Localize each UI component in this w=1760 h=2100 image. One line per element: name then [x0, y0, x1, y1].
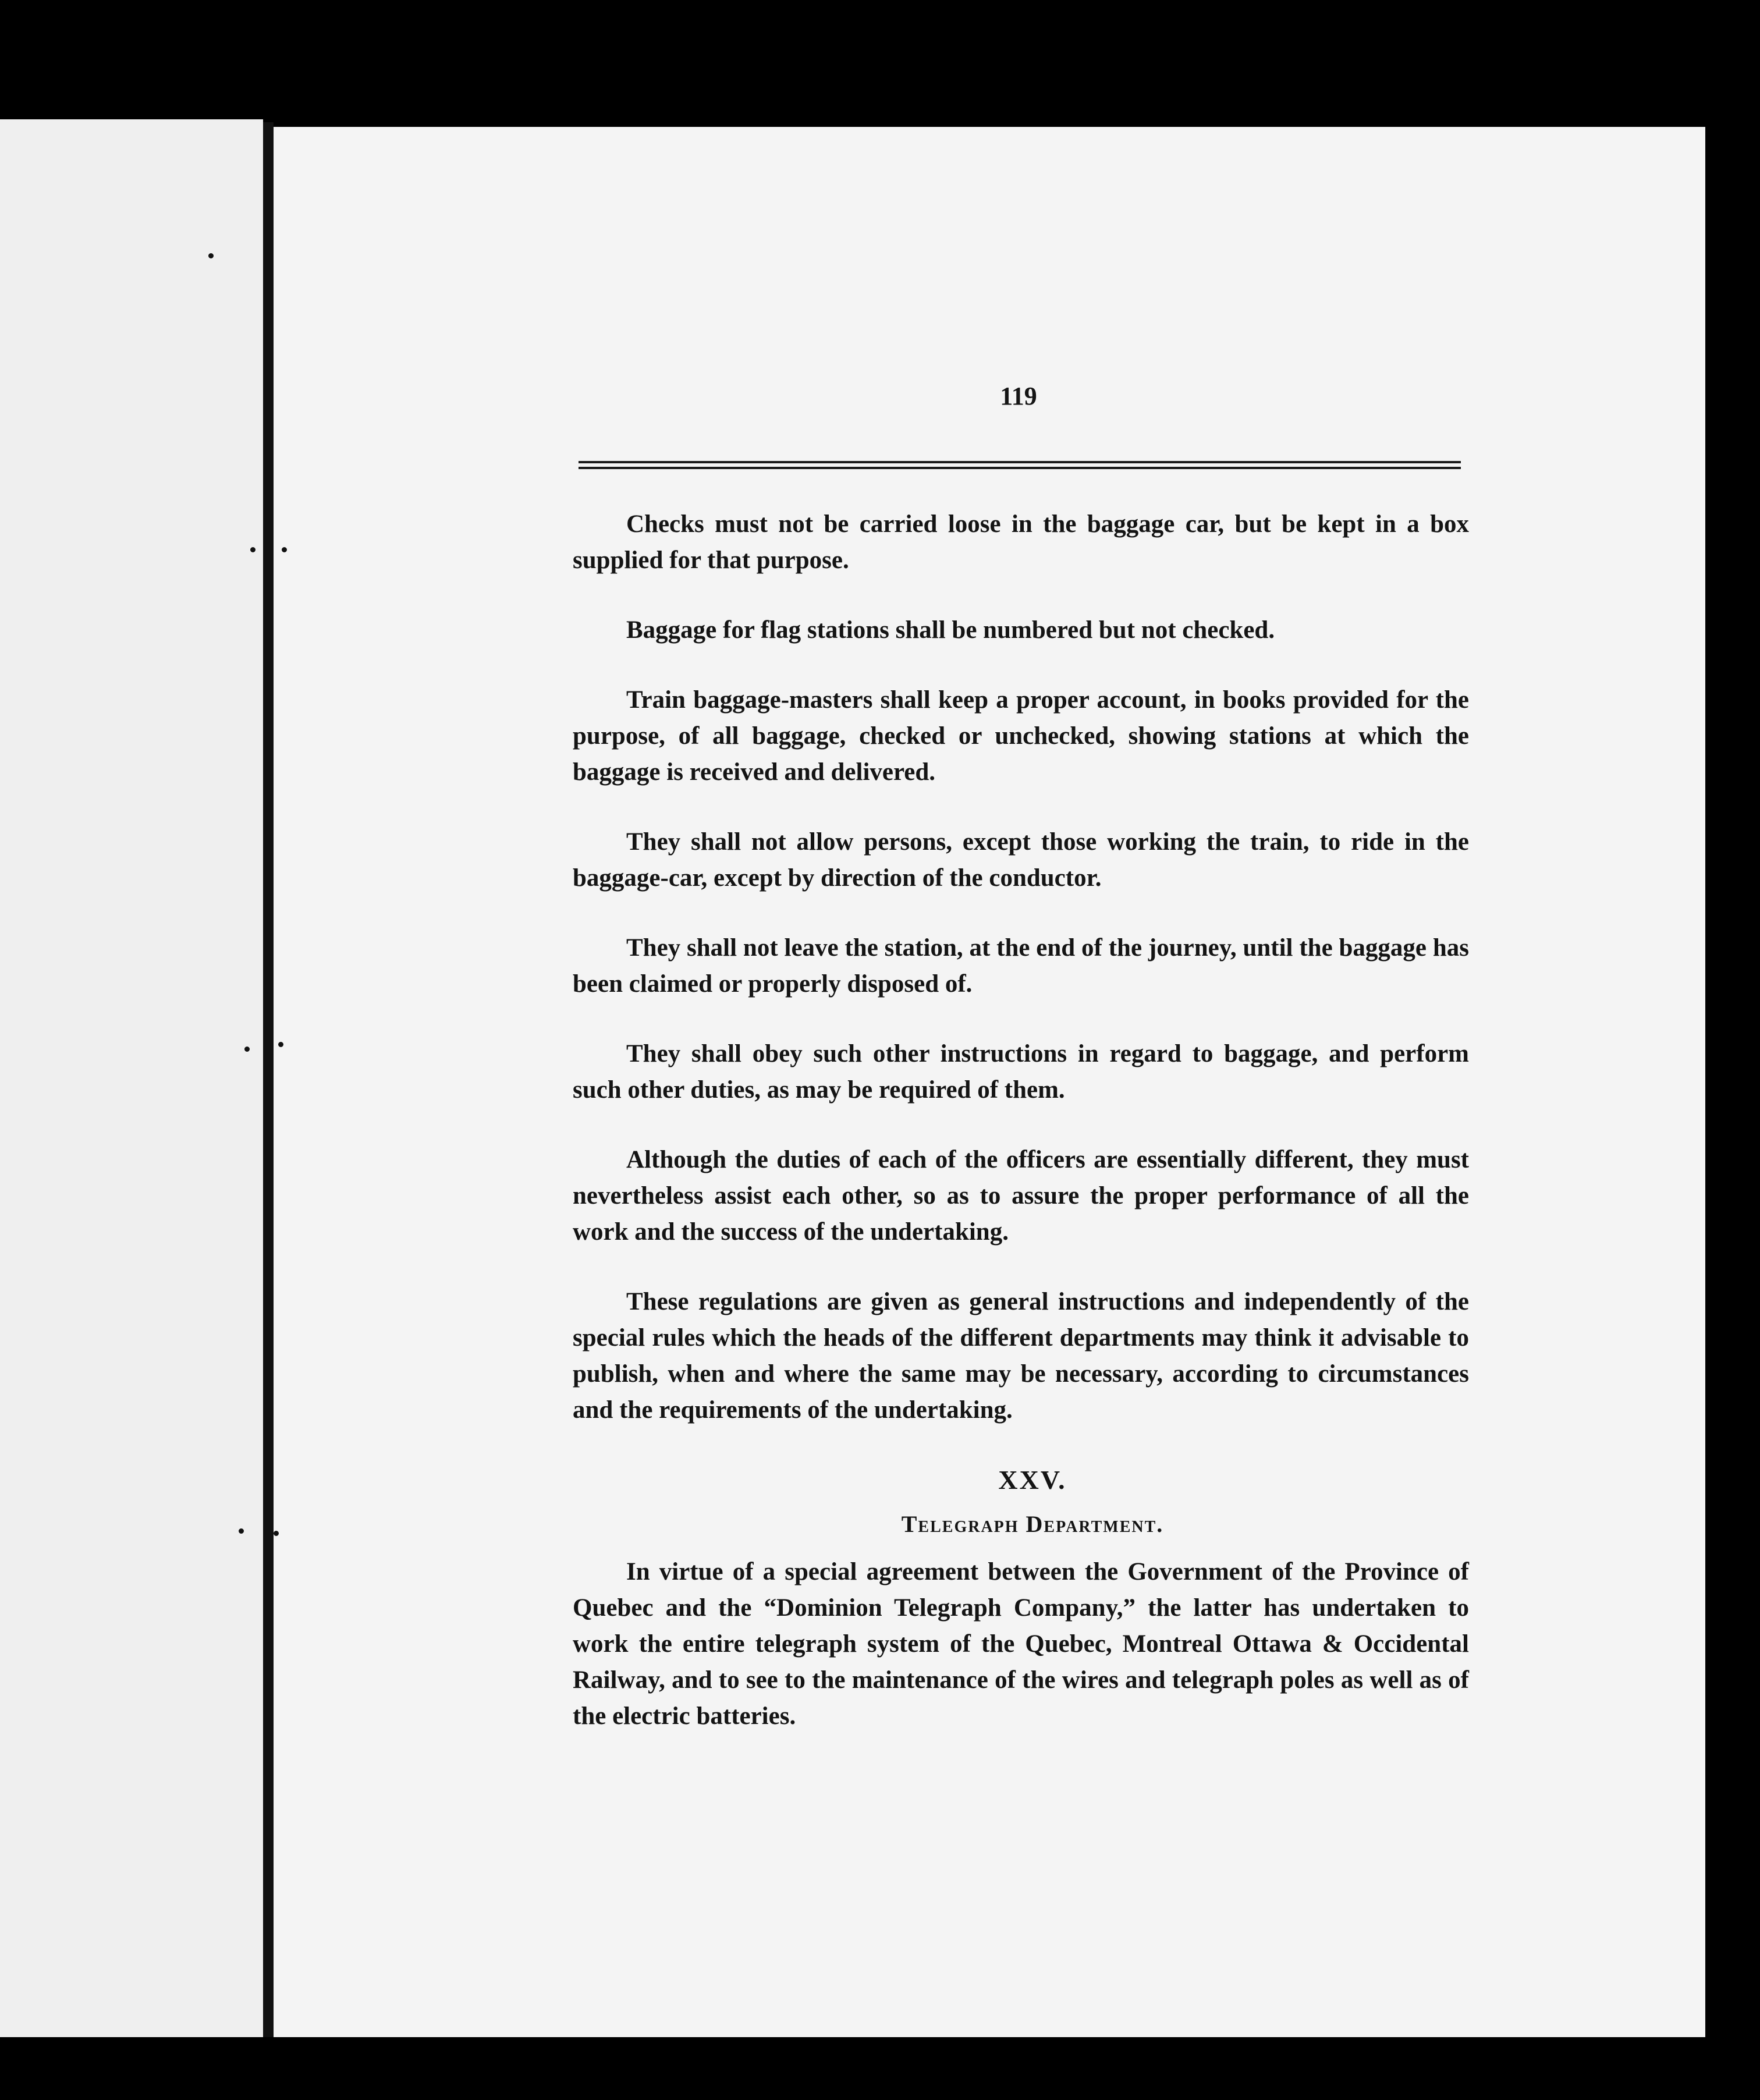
page-number: 119 [1000, 382, 1037, 410]
paragraph: They shall not allow persons, except those working the train, to ride in the baggage-car, except by direction of the conductor. [573, 828, 1469, 892]
rule-line-bottom [579, 467, 1461, 469]
book-gutter [263, 122, 274, 2055]
paragraph: Checks must not be carried loose in the baggage car, but be kept in a box supplied for that purpose. [573, 510, 1469, 574]
paragraph: Baggage for flag stations shall be numbered but not checked. [626, 616, 1275, 644]
bottom-shadow [0, 2037, 1760, 2100]
left-page-edge [0, 119, 263, 2040]
scan-speck [208, 253, 214, 258]
paragraph: They shall not leave the station, at the end of the journey, until the baggage has been claimed or properly disposed of. [573, 934, 1469, 998]
rule-line-top [579, 461, 1461, 463]
paragraph: These regulations are given as general instructions and independently of the special rules which the heads of the different departments may think it advisable to publish, when and where the same may be necessary, according to circumstances and the requirements of the undertaking. [573, 1288, 1469, 1424]
scan-speck [250, 547, 256, 552]
section-paragraph: In virtue of a special agreement between the Government of the Province of Quebec and the “Dominion Telegraph Company,” the latter has undertaken to work the entire telegraph system of the Quebec, Montreal Ottawa & Occidental Railway, and to see to the maintenance of the wires and telegraph poles as well as of the electric batteries. [573, 1558, 1469, 1730]
scan-speck [278, 1042, 283, 1047]
scan-speck [244, 1047, 250, 1052]
scan-speck [239, 1528, 244, 1534]
header-double-rule [579, 461, 1461, 471]
paragraph: Although the duties of each of the officers are essentially different, they must nevertheless assist each other, so as to assure the proper performance of all the work and the success of the undertaking. [573, 1146, 1469, 1246]
scan-speck [274, 1531, 279, 1536]
right-page-shadow [1705, 140, 1760, 2037]
paragraph: They shall obey such other instructions in regard to baggage, and perform such other duties, as may be required of them. [573, 1040, 1469, 1104]
scan-speck [282, 547, 287, 552]
section-title: Telegraph Department. [901, 1511, 1164, 1537]
page-body [573, 506, 1469, 1734]
paragraph: Train baggage-masters shall keep a proper account, in books provided for the purpose, of all baggage, checked or unchecked, showing stations at which the baggage is received and delivered. [573, 686, 1469, 786]
section-number: XXV. [998, 1465, 1067, 1495]
